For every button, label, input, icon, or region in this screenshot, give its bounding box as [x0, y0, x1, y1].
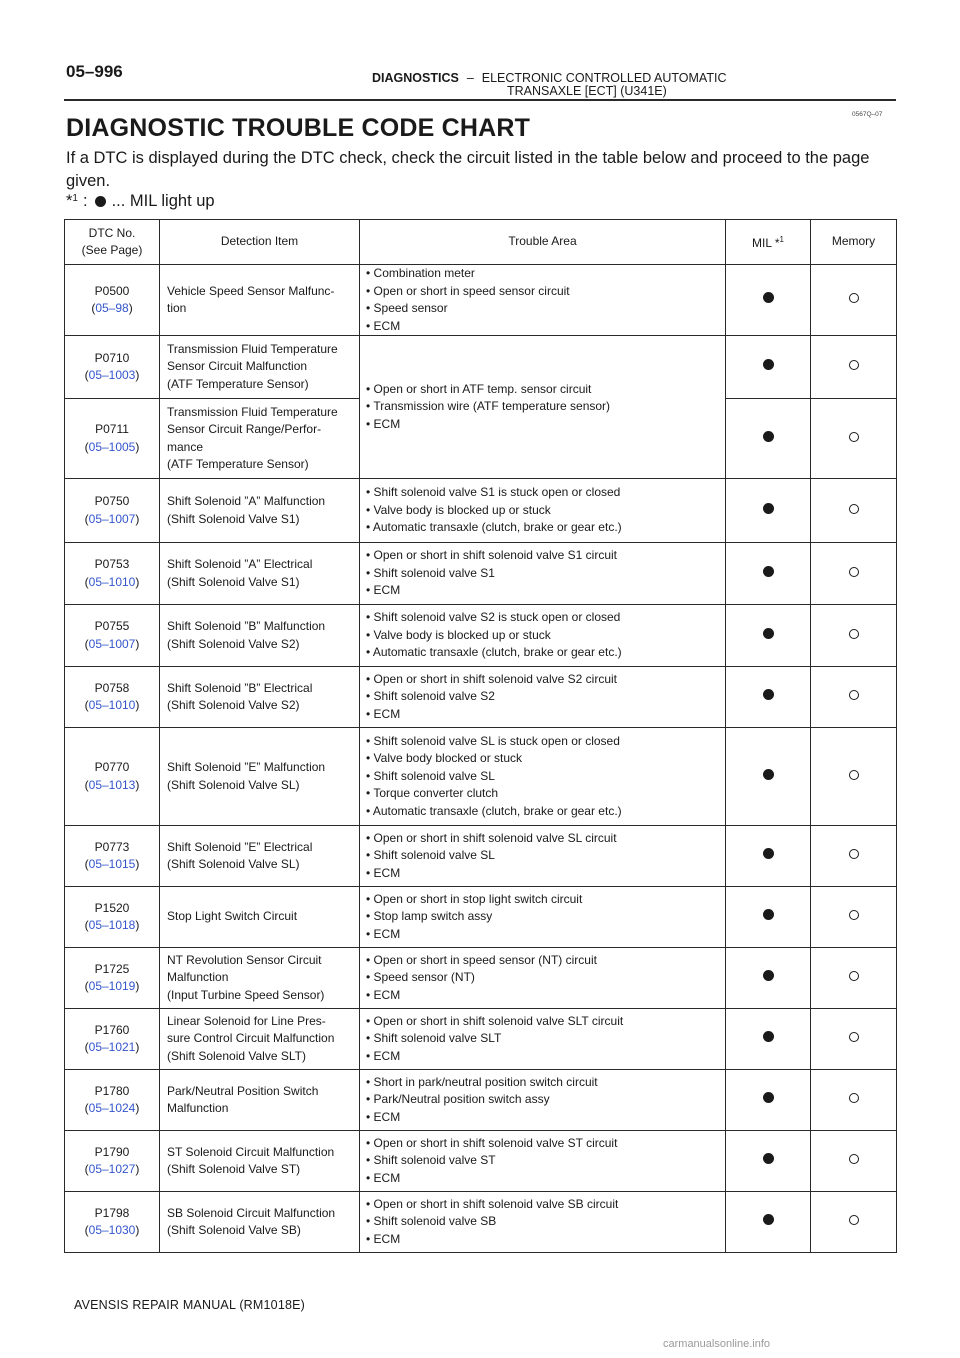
open-circle-icon [849, 1093, 859, 1103]
trouble-area-line: • ECM [366, 1109, 401, 1124]
detection-item-line: Shift Solenoid ”B” Malfunction [167, 619, 326, 633]
header-rule [64, 99, 896, 101]
trouble-area-line: • Shift solenoid valve S2 is stuck open or closed [366, 610, 621, 625]
detection-item-line: mance [167, 439, 204, 454]
document-code: 0567Q–07 [852, 111, 883, 118]
trouble-area-cell [360, 1070, 726, 1131]
memory-cell [811, 1131, 897, 1192]
trouble-area-line: • Valve body is blocked up or stuck [366, 627, 551, 642]
detection-item-line: Sensor Circuit Range/Perfor- [167, 422, 322, 436]
detection-item-line: (ATF Temperature Sensor) [167, 376, 309, 391]
memory-cell [811, 948, 897, 1009]
memory-cell [811, 1009, 897, 1070]
intro-text: If a DTC is displayed during the DTC check, check the circuit listed in the table below and proceed to the page given. [66, 149, 870, 190]
table-row [65, 1192, 897, 1253]
trouble-area-line: • ECM [366, 1048, 401, 1063]
detection-item-cell [160, 667, 360, 728]
detection-item-line: (Shift Solenoid Valve S1) [167, 511, 300, 526]
trouble-area-line: • Open or short in stop light switch circuit [366, 891, 583, 906]
page-reference-link[interactable]: 05–1019 [88, 979, 136, 993]
table-row [65, 826, 897, 887]
mil-cell [726, 1070, 811, 1131]
detection-item-line: Transmission Fluid Temperature [167, 341, 338, 356]
trouble-area-line: • ECM [366, 865, 401, 880]
table-row [65, 543, 897, 605]
table-row [65, 948, 897, 1009]
dtc-code: P1780 [94, 1083, 130, 1098]
memory-cell [811, 543, 897, 605]
dtc-code-cell: P0750 (05–1007) [65, 479, 160, 543]
table-row [65, 728, 897, 826]
page-reference-link[interactable]: 05–1018 [88, 918, 136, 932]
trouble-area-line: • Shift solenoid valve SLT [366, 1031, 502, 1046]
detection-item-line: (ATF Temperature Sensor) [167, 457, 309, 471]
header-detection-item: Detection Item [160, 220, 360, 265]
trouble-area-line: • ECM [366, 987, 401, 1002]
open-circle-icon [849, 1215, 859, 1225]
trouble-area-line: • Automatic transaxle (clutch, brake or gear etc.) [366, 520, 622, 535]
trouble-area-line: • Shift solenoid valve SL [366, 768, 495, 783]
detection-item-line: (Input Turbine Speed Sensor) [167, 987, 325, 1002]
page-reference-link[interactable]: 05–1003 [88, 368, 136, 382]
dtc-code: P0750 [94, 494, 130, 508]
memory-cell [811, 826, 897, 887]
filled-circle-icon [763, 359, 774, 370]
header-dtc-no: DTC No. (See Page) [65, 220, 160, 265]
page-reference-link[interactable]: 05–1013 [88, 777, 136, 792]
filled-circle-icon [763, 970, 774, 981]
header-memory: Memory [811, 220, 897, 265]
mil-cell [726, 336, 811, 399]
open-circle-icon [849, 432, 859, 442]
table-row [65, 1070, 897, 1131]
legend-colon: : [82, 192, 88, 210]
memory-cell [811, 728, 897, 826]
dtc-code: P0753 [94, 557, 130, 571]
detection-item-cell [160, 887, 360, 948]
trouble-area-cell [360, 667, 726, 728]
memory-cell [811, 336, 897, 399]
table-row [65, 1009, 897, 1070]
table-row [65, 265, 897, 336]
trouble-area-line: • ECM [366, 706, 401, 721]
open-circle-icon [849, 690, 859, 700]
dtc-code-cell: P0755 (05–1007) [65, 605, 160, 667]
legend-star: * [66, 192, 73, 210]
detection-item-cell [160, 479, 360, 543]
page-reference-link[interactable]: 05–1015 [88, 857, 136, 871]
filled-circle-icon [763, 1153, 774, 1164]
trouble-area-line: • Valve body blocked or stuck [366, 751, 523, 766]
trouble-area-cell [360, 948, 726, 1009]
detection-item-line: (Shift Solenoid Valve ST) [167, 1162, 301, 1176]
detection-item-cell [160, 948, 360, 1009]
trouble-area-cell [360, 887, 726, 948]
filled-circle-icon [763, 292, 774, 303]
trouble-area-line: • Torque converter clutch [366, 786, 499, 801]
mil-cell [726, 605, 811, 667]
dtc-code-cell: P1798 (05–1030) [65, 1192, 160, 1253]
detection-item-cell [160, 1070, 360, 1131]
detection-item-line: Shift Solenoid ”B” Electrical [167, 680, 313, 695]
legend-text: ... MIL light up [111, 192, 215, 210]
open-circle-icon [849, 293, 859, 303]
trouble-area-line: • ECM [366, 416, 401, 431]
filled-circle-icon [763, 848, 774, 859]
detection-item-line: Linear Solenoid for Line Pres- [167, 1013, 326, 1028]
open-circle-icon [849, 1154, 859, 1164]
trouble-area-line: • ECM [366, 1231, 401, 1246]
mil-legend [66, 192, 215, 211]
mil-cell [726, 728, 811, 826]
mil-cell [726, 265, 811, 336]
filled-circle-icon [763, 689, 774, 700]
dtc-code: P1798 [94, 1205, 130, 1220]
trouble-area-line: • Park/Neutral position switch assy [366, 1092, 550, 1107]
mil-cell [726, 826, 811, 887]
trouble-area-line: • Automatic transaxle (clutch, brake or gear etc.) [366, 803, 622, 818]
detection-item-line: tion [167, 301, 187, 315]
trouble-area-line: • Open or short in shift solenoid valve S1 circuit [366, 548, 617, 563]
dtc-code-cell: P0758 (05–1010) [65, 667, 160, 728]
dtc-code: P1725 [94, 961, 130, 976]
mil-cell [726, 1192, 811, 1253]
mil-cell [726, 543, 811, 605]
trouble-area-line: • Open or short in speed sensor circuit [366, 283, 570, 298]
footer-text: AVENSIS REPAIR MANUAL (RM1018E) [74, 1298, 306, 1312]
filled-circle-icon [763, 1214, 774, 1225]
detection-item-line: (Shift Solenoid Valve SB) [167, 1223, 301, 1237]
header-subtitle-line1: ELECTRONIC CONTROLLED AUTOMATIC [481, 71, 727, 85]
page-reference-link[interactable]: 05–1007 [88, 511, 136, 526]
dtc-code: P1520 [94, 900, 130, 915]
table-row [65, 479, 897, 543]
memory-cell [811, 887, 897, 948]
trouble-area-line: • Open or short in ATF temp. sensor circuit [366, 381, 592, 396]
page-reference-link[interactable]: 05–1021 [88, 1040, 136, 1054]
detection-item-line: (Shift Solenoid Valve SLT) [167, 1048, 306, 1063]
memory-cell [811, 1070, 897, 1131]
detection-item-line: sure Control Circuit Malfunction [167, 1031, 335, 1046]
mil-cell [726, 887, 811, 948]
detection-item-line: Shift Solenoid ”A” Malfunction [167, 494, 326, 508]
dtc-code: P0758 [94, 680, 130, 695]
trouble-area-line: • ECM [366, 318, 401, 333]
open-circle-icon [849, 971, 859, 981]
table-row [65, 605, 897, 667]
page-reference-link[interactable]: 05–1010 [88, 574, 136, 589]
filled-circle-icon [763, 431, 774, 442]
filled-circle-icon [763, 628, 774, 639]
open-circle-icon [849, 1032, 859, 1042]
trouble-area-line: • Open or short in shift solenoid valve ST circuit [366, 1135, 618, 1150]
dtc-code: P1790 [94, 1144, 130, 1159]
dtc-code-cell: P1760 (05–1021) [65, 1009, 160, 1070]
trouble-area-cell [360, 605, 726, 667]
dtc-code-cell: P1520 (05–1018) [65, 887, 160, 948]
table-header-row [65, 220, 897, 265]
table-row [65, 887, 897, 948]
trouble-area-cell [360, 265, 726, 336]
dtc-code-cell: P1790 (05–1027) [65, 1131, 160, 1192]
filled-circle-icon [763, 909, 774, 920]
header-section: DIAGNOSTICS [372, 71, 459, 85]
dtc-code: P0710 [94, 350, 130, 365]
filled-circle-icon [95, 196, 106, 207]
detection-item-cell [160, 826, 360, 887]
trouble-area-line: • Shift solenoid valve ST [366, 1153, 496, 1168]
trouble-area-line: • Valve body is blocked up or stuck [366, 502, 551, 517]
memory-cell [811, 605, 897, 667]
detection-item-line: (Shift Solenoid Valve S2) [167, 698, 300, 712]
detection-item-line: ST Solenoid Circuit Malfunction [167, 1144, 335, 1159]
page-reference-link[interactable]: 05–98 [95, 301, 129, 315]
trouble-area-line: • Shift solenoid valve S2 [366, 689, 495, 704]
filled-circle-icon [763, 503, 774, 514]
trouble-area-line: • Speed sensor (NT) [366, 970, 475, 985]
memory-cell [811, 399, 897, 479]
dtc-code-cell: P1725 (05–1019) [65, 948, 160, 1009]
trouble-area-line: • Shift solenoid valve S1 is stuck open or closed [366, 485, 621, 500]
header-subtitle-line2: TRANSAXLE [ECT] (U341E) [507, 84, 667, 98]
trouble-area-cell [360, 1009, 726, 1070]
open-circle-icon [849, 504, 859, 514]
detection-item-line: Sensor Circuit Malfunction [167, 359, 308, 374]
filled-circle-icon [763, 1092, 774, 1103]
trouble-area-line: • Speed sensor [366, 301, 448, 315]
trouble-area-cell [360, 826, 726, 887]
filled-circle-icon [763, 1031, 774, 1042]
trouble-area-cell [360, 543, 726, 605]
memory-cell [811, 1192, 897, 1253]
detection-item-line: Park/Neutral Position Switch [167, 1083, 319, 1098]
mil-cell [726, 479, 811, 543]
trouble-area-cell [360, 1192, 726, 1253]
page-reference-link[interactable]: 05–1005 [88, 439, 136, 454]
trouble-area-line: • Open or short in speed sensor (NT) circuit [366, 952, 597, 967]
filled-circle-icon [763, 769, 774, 780]
dtc-code-cell: P0500 (05–98) [65, 265, 160, 336]
detection-item-cell [160, 543, 360, 605]
open-circle-icon [849, 849, 859, 859]
dtc-code: P0773 [94, 839, 130, 854]
trouble-area-line: • Transmission wire (ATF temperature sensor) [366, 399, 611, 414]
page-reference-link[interactable]: 05–1010 [88, 698, 136, 712]
trouble-area-line: • Open or short in shift solenoid valve SLT circuit [366, 1013, 624, 1028]
trouble-area-cell [360, 336, 726, 479]
detection-item-line: Transmission Fluid Temperature [167, 404, 338, 419]
detection-item-line: Vehicle Speed Sensor Malfunc- [167, 283, 335, 298]
detection-item-line: Shift Solenoid ”E” Malfunction [167, 760, 326, 774]
mil-cell [726, 1009, 811, 1070]
detection-item-line: SB Solenoid Circuit Malfunction [167, 1205, 336, 1220]
header-trouble-area: Trouble Area [360, 220, 726, 265]
trouble-area-line: • Automatic transaxle (clutch, brake or gear etc.) [366, 645, 622, 660]
dtc-code: P0770 [94, 760, 130, 774]
dtc-code-cell: P0773 (05–1015) [65, 826, 160, 887]
trouble-area-line: • Open or short in shift solenoid valve S2 circuit [366, 671, 617, 686]
filled-circle-icon [763, 566, 774, 577]
open-circle-icon [849, 567, 859, 577]
detection-item-cell [160, 265, 360, 336]
dtc-chart-table [64, 219, 897, 1253]
dtc-code: P0711 [95, 422, 129, 436]
mil-cell [726, 399, 811, 479]
running-header [372, 71, 727, 98]
trouble-area-line: • Open or short in shift solenoid valve SB circuit [366, 1196, 619, 1211]
table-row [65, 1131, 897, 1192]
detection-item-line: Stop Light Switch Circuit [167, 909, 298, 924]
trouble-area-cell [360, 728, 726, 826]
trouble-area-line: • Shift solenoid valve SL is stuck open or closed [366, 733, 620, 748]
trouble-area-line: • ECM [366, 1170, 401, 1185]
dtc-code-cell: P0710 (05–1003) [65, 336, 160, 399]
trouble-area-line: • ECM [366, 926, 401, 941]
open-circle-icon [849, 910, 859, 920]
trouble-area-line: • Stop lamp switch assy [366, 909, 493, 924]
detection-item-cell [160, 1192, 360, 1253]
header-mil: MIL *$^1$ [726, 220, 811, 265]
open-circle-icon [849, 360, 859, 370]
detection-item-line: Malfunction [167, 970, 229, 985]
memory-cell [811, 265, 897, 336]
header-dash: – [466, 71, 474, 85]
memory-cell [811, 667, 897, 728]
trouble-area-cell [360, 1131, 726, 1192]
detection-item-cell [160, 728, 360, 826]
trouble-area-cell [360, 479, 726, 543]
dtc-code-cell: P1780 (05–1024) [65, 1070, 160, 1131]
detection-item-line: (Shift Solenoid Valve S1) [167, 574, 300, 589]
trouble-area-line: • Shift solenoid valve SL [366, 848, 495, 863]
table-row [65, 667, 897, 728]
dtc-code: P0500 [94, 283, 130, 298]
trouble-area-line: • Shift solenoid valve S1 [366, 565, 495, 580]
trouble-area-line: • Shift solenoid valve SB [366, 1214, 497, 1229]
detection-item-cell [160, 1009, 360, 1070]
open-circle-icon [849, 770, 859, 780]
detection-item-line: Shift Solenoid ”E” Electrical [167, 839, 313, 854]
detection-item-cell [160, 1131, 360, 1192]
detection-item-line: Shift Solenoid ”A” Electrical [167, 557, 313, 571]
detection-item-line: (Shift Solenoid Valve S2) [167, 636, 300, 651]
trouble-area-line: • Short in park/neutral position switch circuit [366, 1074, 598, 1089]
trouble-area-line: • ECM [366, 583, 401, 598]
trouble-area-line: • Open or short in shift solenoid valve SL circuit [366, 830, 617, 845]
detection-item-cell [160, 399, 360, 479]
open-circle-icon [849, 629, 859, 639]
page-reference-link[interactable]: 05–1007 [88, 636, 136, 651]
watermark: carmanualsonline.info [663, 1338, 771, 1350]
memory-cell [811, 479, 897, 543]
dtc-code: P1760 [94, 1022, 130, 1037]
dtc-code: P0755 [94, 619, 130, 633]
detection-item-cell [160, 336, 360, 399]
page-reference-link[interactable]: 05–1024 [88, 1101, 136, 1115]
detection-item-line: (Shift Solenoid Valve SL) [167, 777, 300, 792]
trouble-area-line: • Combination meter [366, 266, 475, 280]
detection-item-line: NT Revolution Sensor Circuit [167, 952, 322, 967]
detection-item-line: Malfunction [167, 1101, 229, 1115]
page-number: 05–996 [66, 62, 123, 81]
legend-sup: 1 [72, 193, 78, 204]
page-reference-link[interactable]: 05–1027 [88, 1162, 136, 1176]
page-title: DIAGNOSTIC TROUBLE CODE CHART [66, 114, 531, 142]
mil-cell [726, 667, 811, 728]
dtc-code-cell: P0711 (05–1005) [65, 399, 160, 479]
mil-cell [726, 1131, 811, 1192]
mil-cell [726, 948, 811, 1009]
detection-item-line: (Shift Solenoid Valve SL) [167, 857, 300, 871]
detection-item-cell [160, 605, 360, 667]
dtc-code-cell: P0770 (05–1013) [65, 728, 160, 826]
dtc-code-cell: P0753 (05–1010) [65, 543, 160, 605]
page-reference-link[interactable]: 05–1030 [88, 1223, 136, 1237]
table-row [65, 336, 897, 399]
